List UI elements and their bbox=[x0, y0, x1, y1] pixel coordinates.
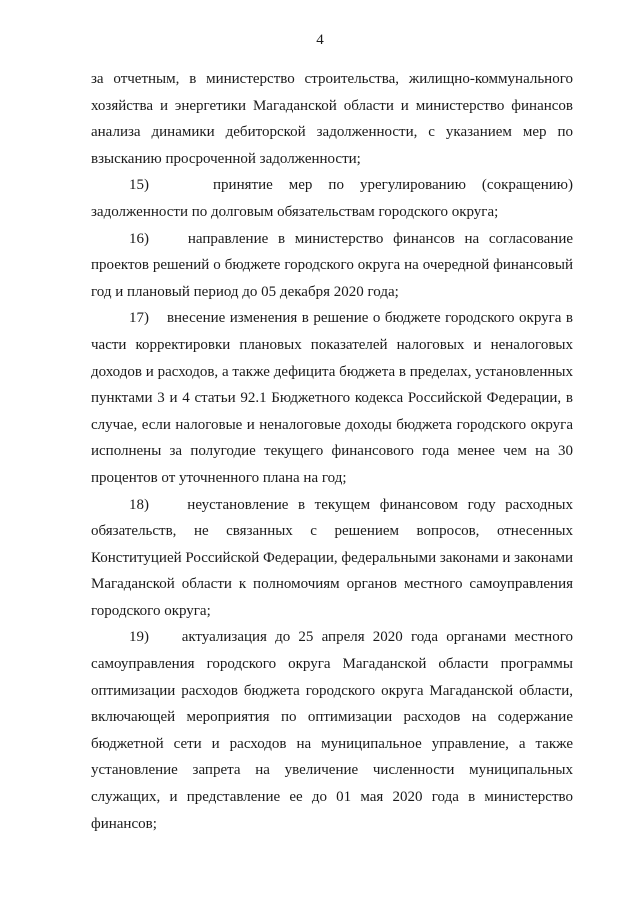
list-item-15 bbox=[91, 172, 573, 225]
item-text: неустановление в текущем финансовом году расходных обязательств, не связанных с решением вопросов, отнесенных Конституцией Российской Федерации, федеральными законами и законами Магаданской области к полномочиям органов местного самоуправления городского округа; bbox=[91, 496, 573, 619]
item-number: 17) bbox=[129, 310, 149, 327]
continuation-paragraph: за отчетным, в министерство строительства, жилищно-коммунального хозяйства и энергетики Магаданской области и министерство финансов анализа динамики дебиторской задолженности, с указанием мер по взысканию просроченной задолженности; bbox=[91, 71, 573, 167]
item-text: актуализация до 25 апреля 2020 года органами местного самоуправления городского округа Магаданской области программы оптимизации расходов бюджета городского округа Магаданской области, включающей мероприятия по оптимизации расходов на содержание бюджетной сети и расходов на муниципальное управление, а также установление запрета на увеличение численности муниципальных служащих, и представление ее до 01 мая 2020 года в министерство финансов; bbox=[91, 629, 573, 832]
list-item-17 bbox=[91, 305, 573, 491]
item-number: 16) bbox=[129, 230, 149, 247]
item-text: направление в министерство финансов на согласование проектов решений о бюджете городского округа на очередной финансовый год и плановый период до 05 декабря 2020 года; bbox=[91, 230, 574, 300]
document-body bbox=[91, 66, 573, 837]
item-number: 18) bbox=[129, 496, 149, 513]
item-text: внесение изменения в решение о бюджете городского округа в части корректировки плановых показателей налоговых и неналоговых доходов и расходов, а также дефицита бюджета в пределах, установленных пунктами 3 и 4 статьи 92.1 Бюджетного кодекса Российской Федерации, в случае, если налоговые и неналоговые доходы бюджета городского округа исполнены за полугодие текущего финансового года менее чем на 30 процентов от уточненного плана на год; bbox=[91, 310, 574, 486]
item-text: принятие мер по урегулированию (сокращению) задолженности по долговым обязательствам городского округа; bbox=[91, 177, 573, 220]
list-item-19 bbox=[91, 624, 573, 837]
item-number: 15) bbox=[129, 177, 149, 194]
item-number: 19) bbox=[129, 629, 149, 646]
list-item-18 bbox=[91, 492, 573, 625]
list-item-16 bbox=[91, 226, 573, 306]
page-number: 4 bbox=[316, 32, 324, 48]
